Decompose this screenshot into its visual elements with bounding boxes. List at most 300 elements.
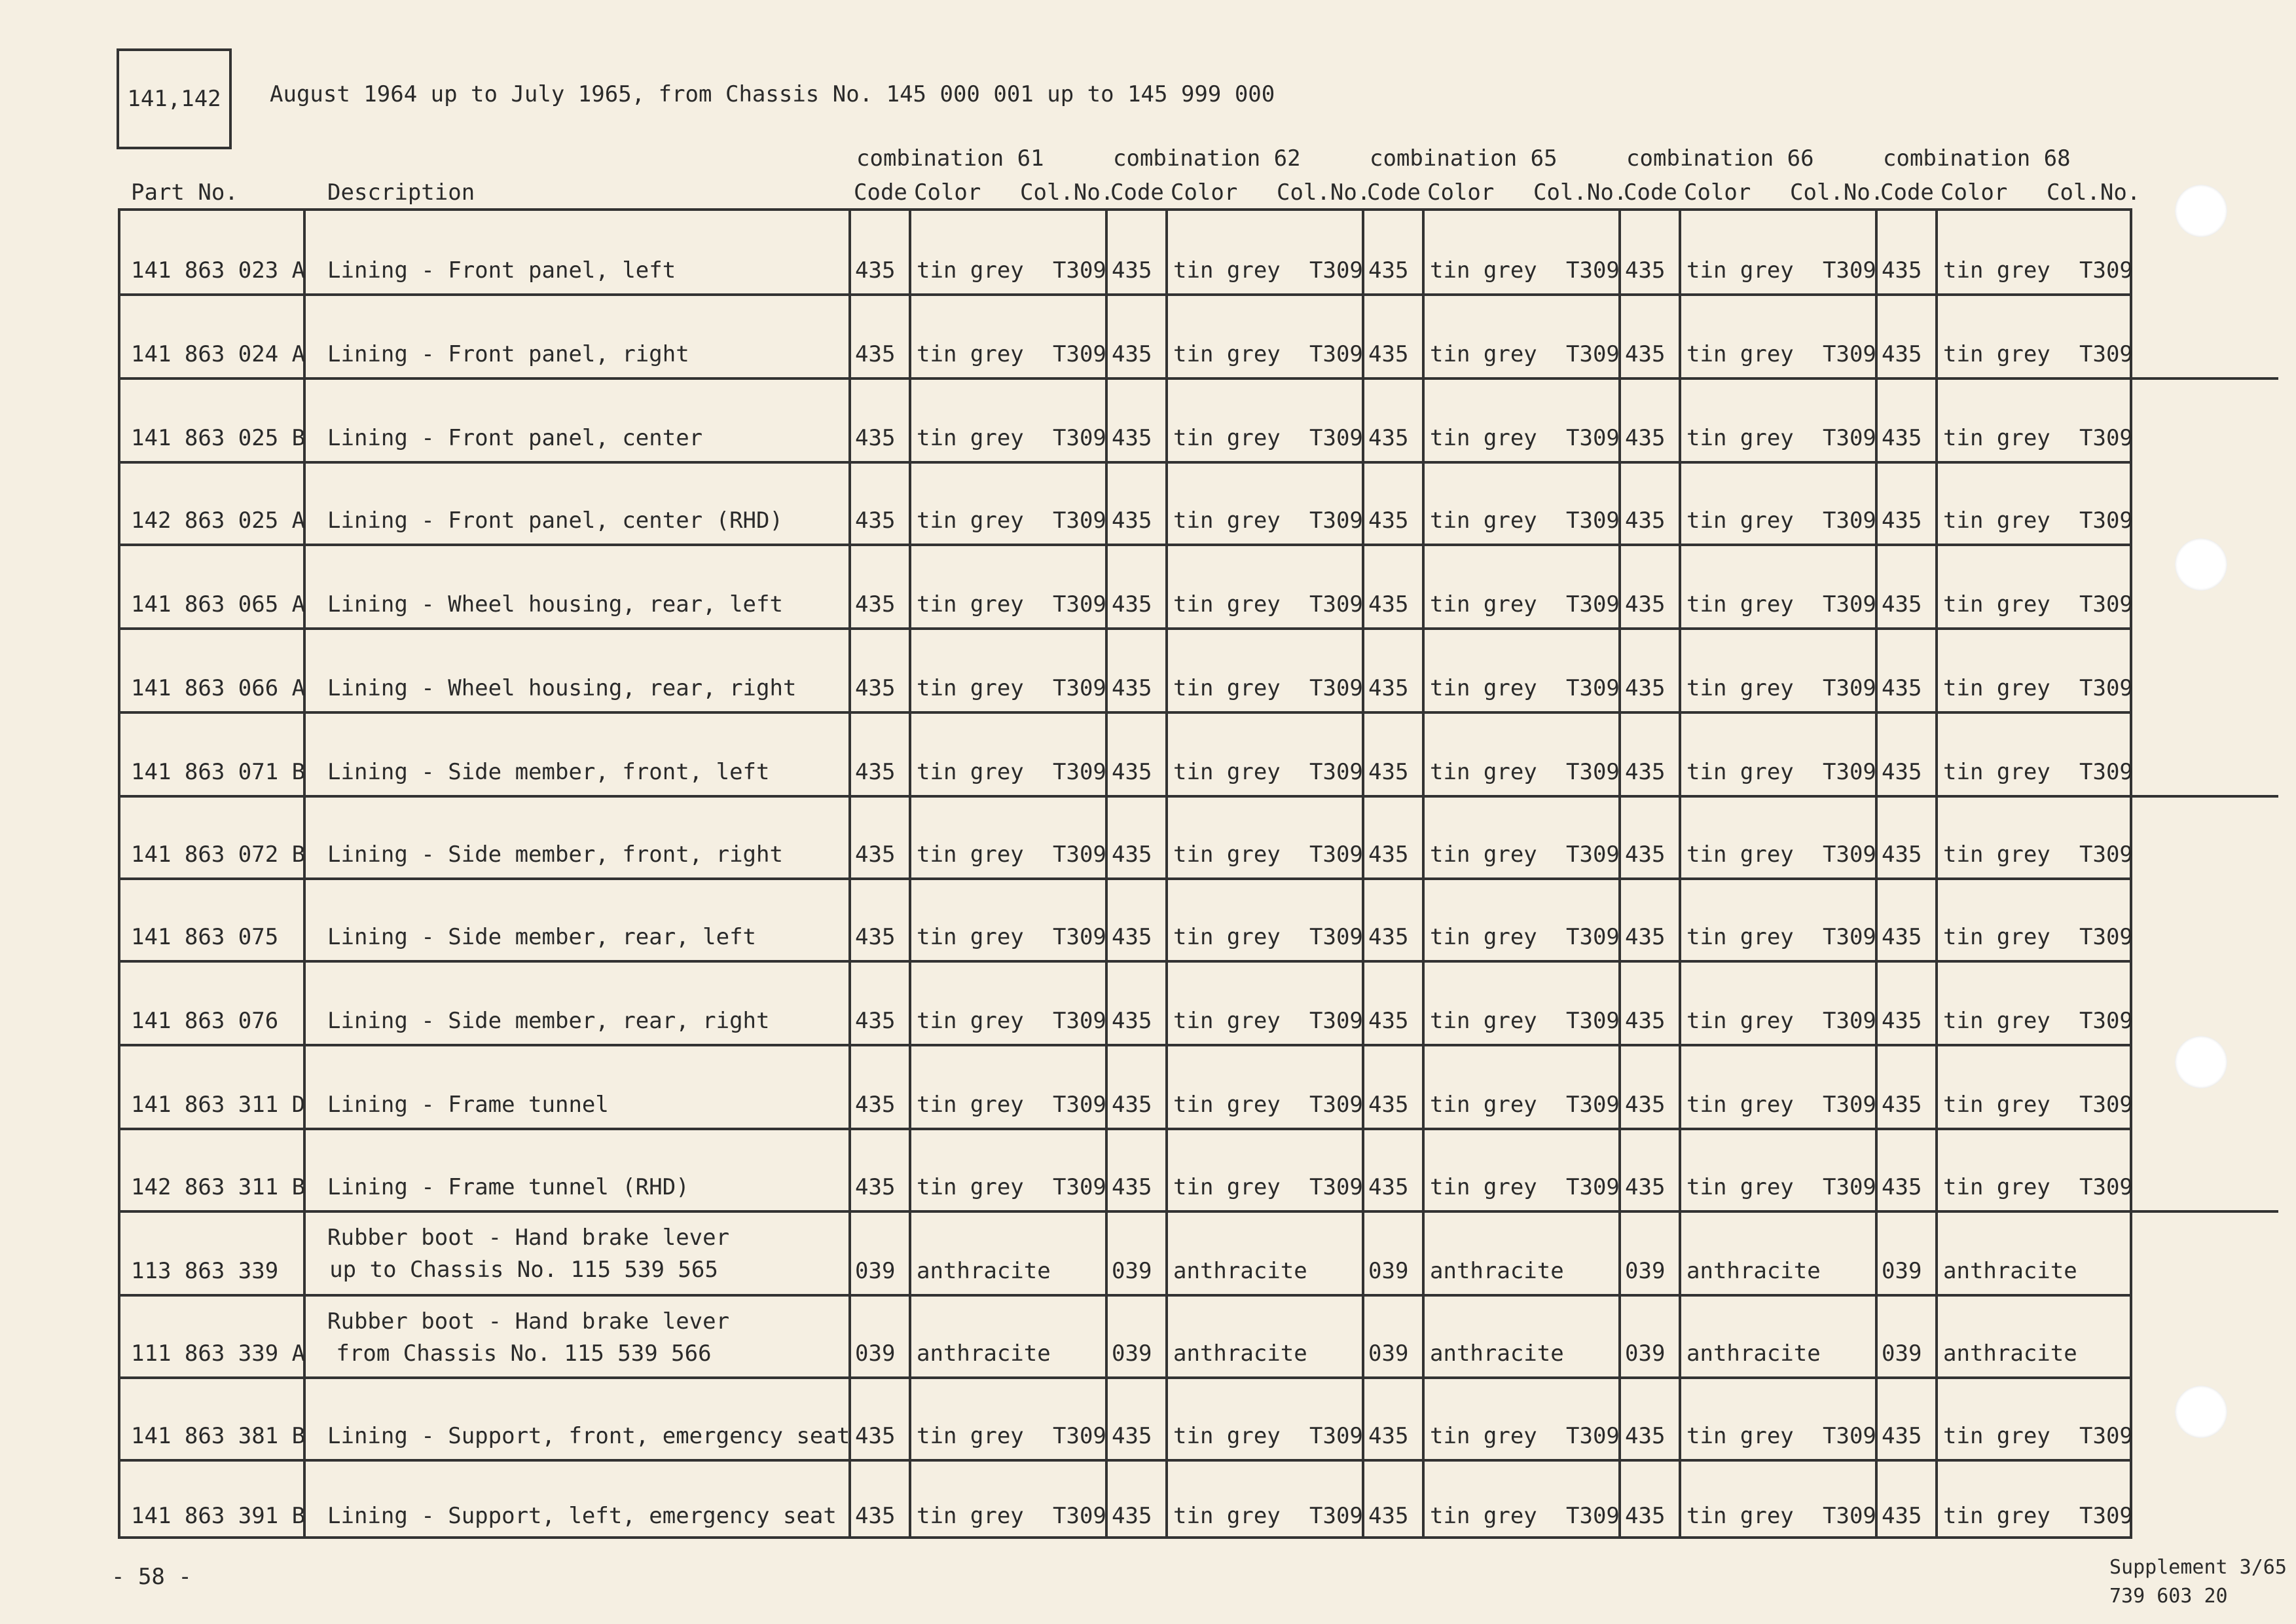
color-name: tin grey <box>1430 759 1537 785</box>
column-divider <box>303 208 306 1539</box>
color-name: tin grey <box>1686 507 1794 534</box>
color-number: T309 <box>2079 1503 2133 1529</box>
color-number: T309 <box>2079 1423 2133 1449</box>
color-code: 435 <box>1112 341 1152 367</box>
color-name: tin grey <box>1173 507 1281 534</box>
row-divider <box>118 1376 2130 1379</box>
color-code: 435 <box>855 924 896 950</box>
header-colno: Col.No. <box>1533 179 1628 206</box>
color-number: T309 <box>2079 759 2133 785</box>
color-name: tin grey <box>917 1423 1024 1449</box>
color-number: T309 <box>2079 924 2133 950</box>
row-divider <box>118 711 2130 714</box>
color-number: T309 <box>1823 1174 1876 1200</box>
row-divider <box>118 1294 2130 1297</box>
color-name: tin grey <box>1430 341 1537 367</box>
punch-hole <box>2175 1036 2227 1088</box>
color-name: tin grey <box>917 1008 1024 1034</box>
part-number: 141 863 071 B <box>131 759 306 785</box>
part-number: 142 863 311 B <box>131 1174 306 1200</box>
color-code: 435 <box>1112 591 1152 618</box>
color-number: T309 <box>1309 675 1363 701</box>
description: Lining - Front panel, left <box>327 257 676 284</box>
color-code: 435 <box>1368 591 1409 618</box>
color-number: T309 <box>1566 507 1620 534</box>
color-name: tin grey <box>1686 1174 1794 1200</box>
description: Lining - Side member, rear, left <box>327 924 757 950</box>
description: Lining - Support, left, emergency seat <box>327 1503 837 1529</box>
color-code: 435 <box>1882 591 1922 618</box>
color-number: T309 <box>1053 341 1106 367</box>
header-color: Color <box>1427 179 1495 206</box>
color-name: tin grey <box>1173 257 1281 284</box>
color-name: tin grey <box>1430 924 1537 950</box>
row-divider <box>118 1128 2130 1130</box>
color-code: 039 <box>1882 1340 1922 1367</box>
description <box>327 1222 730 1287</box>
model-box <box>117 48 232 149</box>
color-number: T309 <box>1823 924 1876 950</box>
color-code: 435 <box>1368 675 1409 701</box>
header-code: Code <box>1110 179 1164 206</box>
description: Lining - Wheel housing, rear, right <box>327 675 797 701</box>
color-code: 435 <box>1625 591 1666 618</box>
color-number: T309 <box>1823 591 1876 618</box>
color-name: tin grey <box>1943 1092 2050 1118</box>
color-name: tin grey <box>917 759 1024 785</box>
color-number: T309 <box>2079 507 2133 534</box>
color-code: 435 <box>1882 1174 1922 1200</box>
color-code: 435 <box>1625 425 1666 451</box>
color-number: T309 <box>1823 425 1876 451</box>
column-divider <box>1875 208 1878 1539</box>
color-number: T309 <box>1566 1174 1620 1200</box>
color-name: tin grey <box>1943 507 2050 534</box>
color-number: T309 <box>1053 1503 1106 1529</box>
color-name: tin grey <box>1430 591 1537 618</box>
color-number: T309 <box>1309 1503 1363 1529</box>
row-divider <box>118 293 2130 296</box>
color-name: tin grey <box>1173 591 1281 618</box>
color-number: T309 <box>1053 675 1106 701</box>
color-name: tin grey <box>1943 841 2050 868</box>
color-name: anthracite <box>1943 1258 2077 1284</box>
color-code: 039 <box>1368 1340 1409 1367</box>
color-code: 435 <box>1112 1008 1152 1034</box>
color-number: T309 <box>1823 759 1876 785</box>
color-code: 435 <box>1625 1092 1666 1118</box>
description: Lining - Front panel, center <box>327 425 703 451</box>
color-name: tin grey <box>1686 1423 1794 1449</box>
color-code: 435 <box>1368 1503 1409 1529</box>
color-number: T309 <box>1823 341 1876 367</box>
color-code: 435 <box>855 1092 896 1118</box>
color-number: T309 <box>1309 924 1363 950</box>
color-code: 435 <box>1882 1423 1922 1449</box>
color-code: 435 <box>1112 1423 1152 1449</box>
color-name: tin grey <box>917 1092 1024 1118</box>
color-name: tin grey <box>1943 1174 2050 1200</box>
description-line: from Chassis No. 115 539 566 <box>336 1340 712 1367</box>
punch-hole <box>2175 538 2227 591</box>
description: Lining - Side member, front, left <box>327 759 770 785</box>
part-number: 141 863 066 A <box>131 675 306 701</box>
combination-title: combination 66 <box>1626 145 1814 172</box>
color-number: T309 <box>1053 841 1106 868</box>
color-name: tin grey <box>1686 341 1794 367</box>
color-code: 039 <box>1368 1258 1409 1284</box>
color-name: tin grey <box>1686 1092 1794 1118</box>
color-code: 435 <box>855 341 896 367</box>
color-name: tin grey <box>1173 341 1281 367</box>
color-code: 039 <box>1625 1258 1666 1284</box>
description: Lining - Frame tunnel (RHD) <box>327 1174 689 1200</box>
description: Lining - Front panel, right <box>327 341 689 367</box>
color-code: 435 <box>855 1503 896 1529</box>
part-number: 141 863 072 B <box>131 841 306 868</box>
footer-info <box>2109 1553 2287 1610</box>
row-divider <box>118 377 2278 380</box>
color-name: tin grey <box>1943 1423 2050 1449</box>
row-divider <box>118 1459 2130 1462</box>
row-divider <box>118 544 2130 546</box>
color-number: T309 <box>1566 1092 1620 1118</box>
color-name: tin grey <box>917 425 1024 451</box>
color-name: tin grey <box>1686 591 1794 618</box>
combination-title: combination 65 <box>1370 145 1558 172</box>
color-code: 435 <box>1368 341 1409 367</box>
color-code: 435 <box>1882 841 1922 868</box>
color-name: tin grey <box>1430 1174 1537 1200</box>
color-name: tin grey <box>917 1503 1024 1529</box>
color-name: anthracite <box>917 1340 1051 1367</box>
color-name: tin grey <box>1430 257 1537 284</box>
color-number: T309 <box>1823 1423 1876 1449</box>
color-name: tin grey <box>917 591 1024 618</box>
color-name: tin grey <box>1173 924 1281 950</box>
color-name: tin grey <box>917 841 1024 868</box>
color-code: 435 <box>1625 257 1666 284</box>
color-code: 435 <box>855 1423 896 1449</box>
color-code: 435 <box>855 675 896 701</box>
color-code: 435 <box>1882 1008 1922 1034</box>
color-name: tin grey <box>1686 257 1794 284</box>
model-number: 141,142 <box>127 86 221 112</box>
part-number: 141 863 024 A <box>131 341 306 367</box>
color-code: 435 <box>1625 341 1666 367</box>
color-name: tin grey <box>1430 1423 1537 1449</box>
color-number: T309 <box>2079 1174 2133 1200</box>
column-divider <box>2130 208 2132 1539</box>
color-number: T309 <box>1309 341 1363 367</box>
header-colno: Col.No. <box>2047 179 2141 206</box>
column-divider <box>1618 208 1621 1539</box>
row-divider <box>118 1210 2278 1213</box>
part-number: 113 863 339 <box>131 1258 279 1284</box>
part-number: 141 863 065 A <box>131 591 306 618</box>
color-code: 435 <box>855 1008 896 1034</box>
color-name: tin grey <box>917 924 1024 950</box>
color-code: 039 <box>1625 1340 1666 1367</box>
part-number: 142 863 025 A <box>131 507 306 534</box>
color-number: T309 <box>1566 341 1620 367</box>
color-code: 435 <box>1882 257 1922 284</box>
header-code: Code <box>1367 179 1421 206</box>
color-number: T309 <box>1566 591 1620 618</box>
color-name: tin grey <box>1943 591 2050 618</box>
color-number: T309 <box>1309 1008 1363 1034</box>
color-number: T309 <box>1823 1008 1876 1034</box>
color-code: 435 <box>855 841 896 868</box>
document-number: 739 603 20 <box>2109 1584 2228 1608</box>
color-name: tin grey <box>1686 425 1794 451</box>
color-name: tin grey <box>1686 841 1794 868</box>
color-name: tin grey <box>1173 425 1281 451</box>
color-number: T309 <box>1566 1423 1620 1449</box>
color-number: T309 <box>1053 507 1106 534</box>
color-name: tin grey <box>1686 759 1794 785</box>
color-code: 039 <box>1882 1258 1922 1284</box>
color-code: 435 <box>1625 841 1666 868</box>
column-divider <box>909 208 911 1539</box>
column-divider <box>1362 208 1364 1539</box>
punch-hole <box>2175 1386 2227 1438</box>
color-name: anthracite <box>1430 1340 1564 1367</box>
description: Lining - Frame tunnel <box>327 1092 609 1118</box>
color-code: 435 <box>855 1174 896 1200</box>
color-name: tin grey <box>1430 507 1537 534</box>
row-divider <box>118 1044 2130 1046</box>
color-name: anthracite <box>1173 1340 1307 1367</box>
color-code: 435 <box>1882 675 1922 701</box>
color-name: tin grey <box>1943 1008 2050 1034</box>
color-code: 435 <box>1368 425 1409 451</box>
color-number: T309 <box>1309 507 1363 534</box>
part-number: 141 863 391 B <box>131 1503 306 1529</box>
color-name: anthracite <box>1686 1258 1821 1284</box>
color-number: T309 <box>1053 1008 1106 1034</box>
color-number: T309 <box>1309 841 1363 868</box>
color-code: 435 <box>1882 924 1922 950</box>
header-code: Code <box>1880 179 1934 206</box>
combination-title: combination 61 <box>856 145 1044 172</box>
color-name: tin grey <box>1430 1008 1537 1034</box>
description-line: Rubber boot - Hand brake lever <box>327 1225 730 1251</box>
color-name: tin grey <box>1173 1008 1281 1034</box>
color-code: 435 <box>1625 924 1666 950</box>
color-number: T309 <box>2079 257 2133 284</box>
part-number: 141 863 381 B <box>131 1423 306 1449</box>
color-name: tin grey <box>1173 1503 1281 1529</box>
column-divider <box>848 208 851 1539</box>
page-number: - 58 - <box>111 1564 192 1590</box>
description: Lining - Support, front, emergency seat <box>327 1423 850 1449</box>
description: Lining - Front panel, center (RHD) <box>327 507 783 534</box>
color-number: T309 <box>2079 591 2133 618</box>
part-number: 141 863 025 B <box>131 425 306 451</box>
color-number: T309 <box>1566 924 1620 950</box>
color-number: T309 <box>1053 1423 1106 1449</box>
color-name: tin grey <box>917 341 1024 367</box>
color-number: T309 <box>1566 425 1620 451</box>
color-number: T309 <box>2079 1092 2133 1118</box>
row-divider <box>118 960 2130 963</box>
color-name: tin grey <box>1430 425 1537 451</box>
color-code: 435 <box>1112 759 1152 785</box>
color-code: 435 <box>1368 507 1409 534</box>
header-color: Color <box>1171 179 1238 206</box>
color-number: T309 <box>1309 425 1363 451</box>
color-code: 435 <box>1882 425 1922 451</box>
color-number: T309 <box>1309 1174 1363 1200</box>
header-color: Color <box>1941 179 2008 206</box>
color-number: T309 <box>1566 257 1620 284</box>
color-code: 435 <box>1112 924 1152 950</box>
color-code: 435 <box>1112 841 1152 868</box>
color-code: 435 <box>1368 841 1409 868</box>
part-number: 141 863 023 A <box>131 257 306 284</box>
color-code: 435 <box>1625 1423 1666 1449</box>
color-number: T309 <box>1823 1503 1876 1529</box>
color-name: tin grey <box>1686 1008 1794 1034</box>
color-code: 435 <box>1368 257 1409 284</box>
color-code: 435 <box>1368 1423 1409 1449</box>
row-divider <box>118 627 2130 630</box>
description <box>327 1306 730 1371</box>
part-number: 141 863 076 <box>131 1008 279 1034</box>
color-code: 435 <box>1882 759 1922 785</box>
color-code: 435 <box>1112 1503 1152 1529</box>
color-name: tin grey <box>1943 675 2050 701</box>
color-code: 039 <box>1112 1258 1152 1284</box>
part-number: 141 863 075 <box>131 924 279 950</box>
color-code: 435 <box>855 507 896 534</box>
color-number: T309 <box>1823 507 1876 534</box>
row-divider <box>118 461 2130 464</box>
color-code: 435 <box>1112 425 1152 451</box>
color-number: T309 <box>1053 257 1106 284</box>
column-divider <box>1679 208 1681 1539</box>
color-code: 435 <box>1882 1092 1922 1118</box>
color-name: tin grey <box>1173 675 1281 701</box>
color-code: 435 <box>1368 924 1409 950</box>
color-code: 435 <box>855 759 896 785</box>
combination-title: combination 68 <box>1883 145 2071 172</box>
row-divider <box>118 877 2130 880</box>
color-code: 435 <box>1625 1174 1666 1200</box>
color-code: 435 <box>1368 1174 1409 1200</box>
color-name: tin grey <box>1943 924 2050 950</box>
column-divider <box>118 208 120 1539</box>
color-number: T309 <box>1566 1008 1620 1034</box>
color-number: T309 <box>1309 1423 1363 1449</box>
color-number: T309 <box>1053 425 1106 451</box>
color-name: tin grey <box>1686 924 1794 950</box>
color-code: 435 <box>1112 1092 1152 1118</box>
color-name: tin grey <box>1173 841 1281 868</box>
column-divider <box>1105 208 1108 1539</box>
color-code: 039 <box>855 1258 896 1284</box>
color-number: T309 <box>1566 1503 1620 1529</box>
color-number: T309 <box>1053 591 1106 618</box>
header-colno: Col.No. <box>1020 179 1114 206</box>
column-divider <box>1422 208 1425 1539</box>
color-number: T309 <box>1823 1092 1876 1118</box>
part-number: 111 863 339 A <box>131 1340 306 1367</box>
color-name: anthracite <box>917 1258 1051 1284</box>
header-colno: Col.No. <box>1790 179 1884 206</box>
color-name: tin grey <box>1173 1174 1281 1200</box>
color-code: 435 <box>855 591 896 618</box>
color-code: 435 <box>855 425 896 451</box>
row-divider <box>118 795 2278 798</box>
color-name: tin grey <box>1173 1423 1281 1449</box>
color-name: anthracite <box>1686 1340 1821 1367</box>
color-code: 435 <box>1368 759 1409 785</box>
color-code: 435 <box>1112 257 1152 284</box>
color-number: T309 <box>1823 675 1876 701</box>
color-name: tin grey <box>1173 1092 1281 1118</box>
color-number: T309 <box>1053 1174 1106 1200</box>
color-number: T309 <box>1566 841 1620 868</box>
color-number: T309 <box>2079 425 2133 451</box>
color-name: tin grey <box>1686 675 1794 701</box>
description: Lining - Wheel housing, rear, left <box>327 591 783 618</box>
color-code: 435 <box>855 257 896 284</box>
color-code: 435 <box>1625 507 1666 534</box>
color-name: tin grey <box>1943 759 2050 785</box>
part-number: 141 863 311 D <box>131 1092 306 1118</box>
color-name: tin grey <box>1430 841 1537 868</box>
header-color: Color <box>914 179 981 206</box>
color-number: T309 <box>1053 924 1106 950</box>
color-name: anthracite <box>1943 1340 2077 1367</box>
color-number: T309 <box>1309 591 1363 618</box>
color-name: tin grey <box>1430 1503 1537 1529</box>
color-number: T309 <box>1566 675 1620 701</box>
color-number: T309 <box>1053 759 1106 785</box>
color-name: tin grey <box>1686 1503 1794 1529</box>
description: Lining - Side member, rear, right <box>327 1008 770 1034</box>
color-name: tin grey <box>1943 425 2050 451</box>
description: Lining - Side member, front, right <box>327 841 783 868</box>
color-name: tin grey <box>1430 1092 1537 1118</box>
header-colno: Col.No. <box>1277 179 1371 206</box>
color-code: 435 <box>1882 507 1922 534</box>
color-number: T309 <box>1309 759 1363 785</box>
color-number: T309 <box>2079 675 2133 701</box>
color-code: 435 <box>1112 675 1152 701</box>
color-number: T309 <box>1823 257 1876 284</box>
color-code: 435 <box>1625 1008 1666 1034</box>
header-part-no: Part No. <box>131 179 238 206</box>
column-divider <box>1935 208 1938 1539</box>
color-name: tin grey <box>917 1174 1024 1200</box>
color-number: T309 <box>1053 1092 1106 1118</box>
color-code: 435 <box>1368 1092 1409 1118</box>
color-number: T309 <box>1309 257 1363 284</box>
color-code: 435 <box>1112 507 1152 534</box>
color-name: tin grey <box>917 675 1024 701</box>
color-name: tin grey <box>1173 759 1281 785</box>
header-code: Code <box>854 179 907 206</box>
header-color: Color <box>1684 179 1751 206</box>
color-name: tin grey <box>917 257 1024 284</box>
color-name: tin grey <box>1943 1503 2050 1529</box>
header-code: Code <box>1624 179 1677 206</box>
color-name: tin grey <box>1943 257 2050 284</box>
color-name: tin grey <box>1943 341 2050 367</box>
